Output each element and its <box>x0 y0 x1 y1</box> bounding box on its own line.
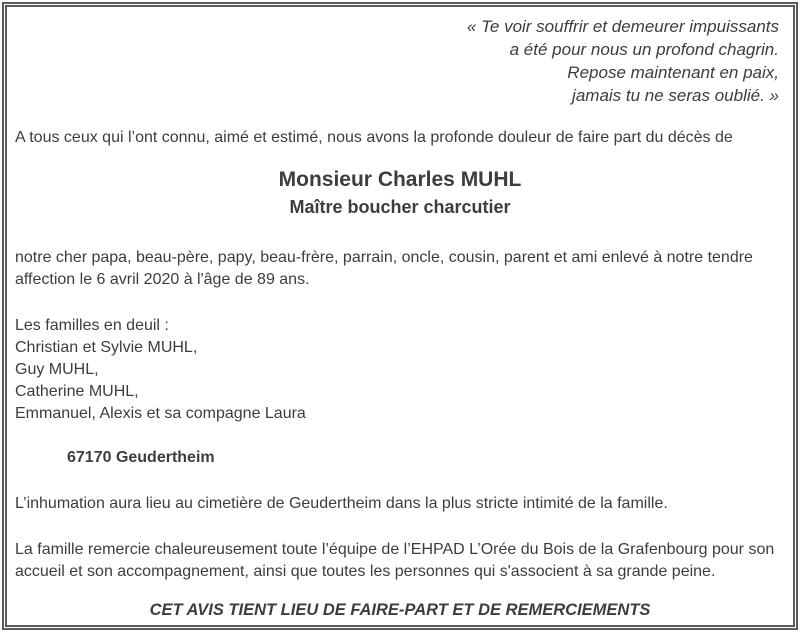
quote-line: jamais tu ne seras oublié. » <box>572 86 779 105</box>
death-details: notre cher papa, beau-père, papy, beau-frère, parrain, oncle, cousin, parent et ami enlevé à notre tendre affection le 6 avril 2020 à l'âge de 89 ans. <box>15 249 753 288</box>
deceased-profession: Maître boucher charcutier <box>289 197 511 217</box>
quote-line: a été pour nous un profond chagrin. <box>509 40 779 59</box>
family-member: Emmanuel, Alexis et sa compagne Laura <box>15 405 306 422</box>
death-notice-document <box>2 2 798 630</box>
family-address: 67170 Geudertheim <box>67 449 215 466</box>
family-member: Guy MUHL, <box>15 361 99 378</box>
burial-info: L’inhumation aura lieu au cimetière de Geudertheim dans la plus stricte intimité de la famille. <box>15 495 668 512</box>
families-label: Les familles en deuil : <box>15 317 169 334</box>
family-member: Christian et Sylvie MUHL, <box>15 339 198 356</box>
family-member: Catherine MUHL, <box>15 383 139 400</box>
deceased-name: Monsieur Charles MUHL <box>278 168 522 191</box>
quote-line: « Te voir souffrir et demeurer impuissants <box>466 17 779 36</box>
footer-notice: CET AVIS TIENT LIEU DE FAIRE-PART ET DE REMERCIEMENTS <box>149 601 651 619</box>
thanks-text: La famille remercie chaleureusement toute l’équipe de l’EHPAD L’Orée du Bois de la Grafenbourg pour son accueil et son accompagnement, ainsi que toutes les personnes qui s'associent à sa grande peine. <box>15 541 775 580</box>
intro-text: A tous ceux qui l’ont connu, aimé et estimé, nous avons la profonde douleur de faire part du décès de <box>15 129 733 146</box>
quote-line: Repose maintenant en paix, <box>567 63 779 82</box>
memorial-quote <box>15 15 785 107</box>
